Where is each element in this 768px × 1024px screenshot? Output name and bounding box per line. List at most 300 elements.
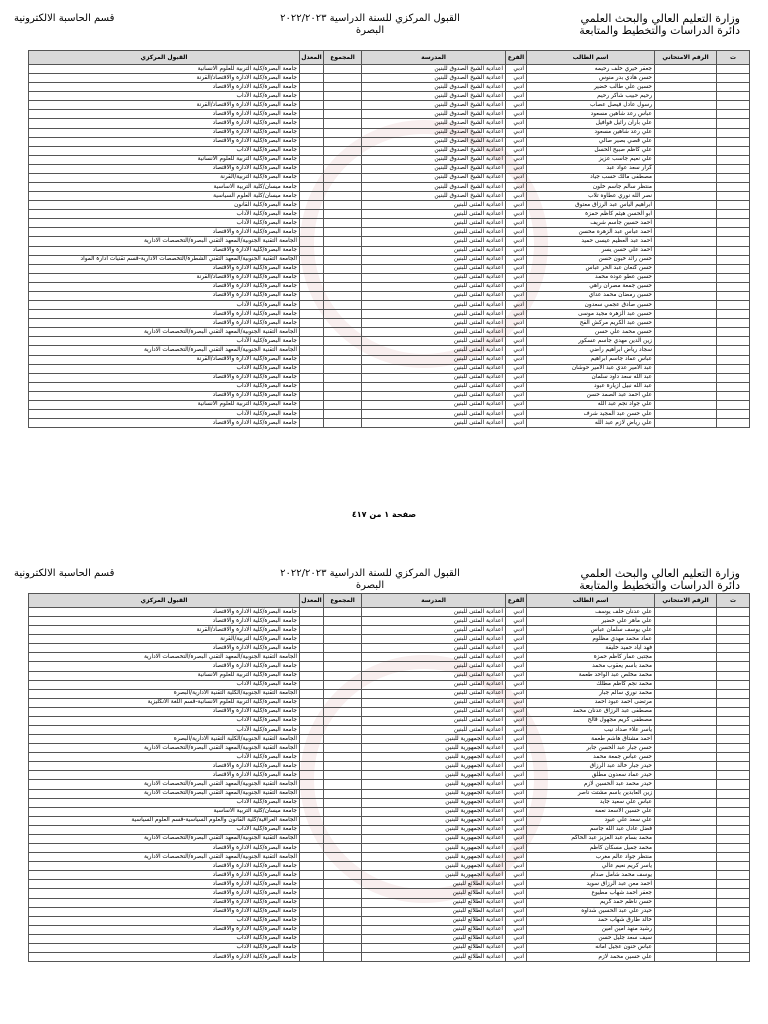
table-row bbox=[29, 653, 750, 662]
cell-average bbox=[300, 346, 324, 355]
cell-index bbox=[717, 880, 750, 889]
cell-branch: ادبي bbox=[506, 128, 527, 137]
city-name: البصرة bbox=[355, 580, 385, 591]
cell-school: اعدادية الطلائع للبنين bbox=[362, 952, 506, 961]
col-header-student-name: اسم الطالب bbox=[527, 594, 655, 608]
cell-school: اعدادية المثنى للبنين bbox=[362, 264, 506, 273]
cell-index bbox=[717, 862, 750, 871]
table-row bbox=[29, 898, 750, 907]
cell-exam-number bbox=[655, 183, 717, 192]
cell-branch: ادبي bbox=[506, 844, 527, 853]
cell-branch: ادبي bbox=[506, 137, 527, 146]
cell-school: اعدادية المثنى للبنين bbox=[362, 337, 506, 346]
cell-student-name: علي احمد عبد الصمد حسن bbox=[527, 391, 655, 400]
table-row bbox=[29, 707, 750, 716]
cell-total bbox=[324, 310, 362, 319]
cell-school: اعدادية المثنى للبنين bbox=[362, 201, 506, 210]
table-row bbox=[29, 291, 750, 300]
cell-school: اعدادية المثنى للبنين bbox=[362, 210, 506, 219]
cell-admission: جامعة البصرة/كلية الآداب bbox=[29, 943, 300, 952]
table-row bbox=[29, 65, 750, 74]
col-header-total: المجموع bbox=[324, 51, 362, 65]
cell-total bbox=[324, 880, 362, 889]
cell-total bbox=[324, 635, 362, 644]
table-row bbox=[29, 853, 750, 862]
cell-admission: جامعة البصرة/كلية الادارة والاقتصاد bbox=[29, 264, 300, 273]
cell-admission: الجامعة التقنية الجنوبية/المعهد التقني البصرة/التخصصات الادارية bbox=[29, 853, 300, 862]
cell-school: اعدادية الجمهورية للبنين bbox=[362, 834, 506, 843]
cell-exam-number bbox=[655, 319, 717, 328]
cell-student-name: حسين صادق عجمي سعدون bbox=[527, 301, 655, 310]
cell-student-name: علي قصي بصير صالي bbox=[527, 137, 655, 146]
cell-student-name: جعفر خيري خلف رحيمه bbox=[527, 65, 655, 74]
cell-admission: الجامعة التقنية الجنوبية/المعهد التقني الشطرة/التخصصات الادارية-قسم تقنيات ادارة المواد bbox=[29, 255, 300, 264]
cell-admission: جامعة البصرة/كلية التربية للعلوم الانسانية bbox=[29, 671, 300, 680]
cell-student-name: محمد مخلص عبد الواحد طعمة bbox=[527, 671, 655, 680]
cell-average bbox=[300, 889, 324, 898]
cell-admission: جامعة البصرة/كلية الادارة والاقتصاد bbox=[29, 373, 300, 382]
cell-school: اعدادية المثنى للبنين bbox=[362, 382, 506, 391]
cell-school: اعدادية المثنى للبنين bbox=[362, 237, 506, 246]
cell-average bbox=[300, 400, 324, 409]
department-name: قسم الحاسبة الالكترونية bbox=[14, 13, 115, 24]
cell-total bbox=[324, 201, 362, 210]
directorate-name: دائرة الدراسات والتخطيط والمتابعة bbox=[579, 24, 740, 37]
cell-student-name: علي باران رائيل فوافيل bbox=[527, 119, 655, 128]
table-row bbox=[29, 644, 750, 653]
cell-index bbox=[717, 319, 750, 328]
table-row bbox=[29, 319, 750, 328]
table-row bbox=[29, 391, 750, 400]
cell-school: اعدادية الشيخ الصدوق للبنين bbox=[362, 183, 506, 192]
cell-student-name: احمد مشتاق هاشم طعمة bbox=[527, 735, 655, 744]
cell-average bbox=[300, 943, 324, 952]
cell-exam-number bbox=[655, 301, 717, 310]
cell-average bbox=[300, 907, 324, 916]
cell-exam-number bbox=[655, 400, 717, 409]
cell-total bbox=[324, 871, 362, 880]
cell-average bbox=[300, 853, 324, 862]
cell-student-name: حسين علي طالب خضير bbox=[527, 83, 655, 92]
cell-school: اعدادية الشيخ الصدوق للبنين bbox=[362, 110, 506, 119]
document-title: القبول المركزي للسنة الدراسية ٢٠٢٢/٢٠٢٣ bbox=[280, 13, 460, 24]
cell-school: اعدادية الجمهورية للبنين bbox=[362, 798, 506, 807]
cell-index bbox=[717, 382, 750, 391]
cell-average bbox=[300, 128, 324, 137]
col-header-index: ت bbox=[717, 594, 750, 608]
cell-school: اعدادية الشيخ الصدوق للبنين bbox=[362, 101, 506, 110]
cell-branch: ادبي bbox=[506, 934, 527, 943]
cell-index bbox=[717, 925, 750, 934]
cell-average bbox=[300, 807, 324, 816]
cell-student-name: عباس علي سعيد جايد bbox=[527, 798, 655, 807]
cell-admission: جامعة البصرة/كلية الادارة والاقتصاد bbox=[29, 617, 300, 626]
cell-school: اعدادية الجمهورية للبنين bbox=[362, 753, 506, 762]
cell-exam-number bbox=[655, 273, 717, 282]
cell-average bbox=[300, 291, 324, 300]
col-header-admission: القبول المركزي bbox=[29, 51, 300, 65]
cell-index bbox=[717, 110, 750, 119]
cell-index bbox=[717, 626, 750, 635]
cell-average bbox=[300, 925, 324, 934]
cell-average bbox=[300, 74, 324, 83]
cell-admission: جامعة البصرة/كلية الادارة والاقتصاد bbox=[29, 608, 300, 617]
ministry-name: وزارة التعليم العالي والبحث العلمي bbox=[580, 12, 740, 25]
cell-index bbox=[717, 419, 750, 428]
cell-exam-number bbox=[655, 680, 717, 689]
cell-index bbox=[717, 871, 750, 880]
cell-admission: جامعة البصرة/كلية الادارة والاقتصاد bbox=[29, 889, 300, 898]
cell-index bbox=[717, 155, 750, 164]
cell-admission: جامعة البصرة/كلية الآداب bbox=[29, 934, 300, 943]
cell-index bbox=[717, 183, 750, 192]
cell-admission: جامعة البصرة/كلية الآداب bbox=[29, 337, 300, 346]
cell-student-name: احمد معن عبد الرزاق سويد bbox=[527, 880, 655, 889]
table-row bbox=[29, 834, 750, 843]
cell-admission: جامعة البصرة/كلية الادارة والاقتصاد bbox=[29, 110, 300, 119]
cell-branch: ادبي bbox=[506, 689, 527, 698]
cell-branch: ادبي bbox=[506, 762, 527, 771]
cell-admission: جامعة البصرة/كلية الادارة والاقتصاد bbox=[29, 419, 300, 428]
cell-average bbox=[300, 862, 324, 871]
cell-total bbox=[324, 735, 362, 744]
cell-admission: جامعة البصرة/كلية الآداب bbox=[29, 364, 300, 373]
table-row bbox=[29, 943, 750, 952]
cell-school: اعدادية المثنى للبنين bbox=[362, 716, 506, 725]
cell-exam-number bbox=[655, 310, 717, 319]
cell-exam-number bbox=[655, 698, 717, 707]
cell-student-name: احمد عبد العظيم عيسى حميد bbox=[527, 237, 655, 246]
table-row bbox=[29, 273, 750, 282]
cell-average bbox=[300, 310, 324, 319]
cell-average bbox=[300, 301, 324, 310]
cell-index bbox=[717, 373, 750, 382]
table-row bbox=[29, 110, 750, 119]
cell-index bbox=[717, 173, 750, 182]
cell-exam-number bbox=[655, 889, 717, 898]
cell-school: اعدادية الطلائع للبنين bbox=[362, 916, 506, 925]
cell-school: اعدادية المثنى للبنين bbox=[362, 346, 506, 355]
table-row bbox=[29, 210, 750, 219]
cell-admission: جامعة البصرة/كلية الآداب bbox=[29, 825, 300, 834]
cell-school: اعدادية الجمهورية للبنين bbox=[362, 825, 506, 834]
cell-average bbox=[300, 183, 324, 192]
table-row bbox=[29, 889, 750, 898]
cell-school: اعدادية المثنى للبنين bbox=[362, 291, 506, 300]
cell-index bbox=[717, 210, 750, 219]
col-header-branch: الفرع bbox=[506, 51, 527, 65]
cell-index bbox=[717, 798, 750, 807]
table-row bbox=[29, 101, 750, 110]
cell-branch: ادبي bbox=[506, 301, 527, 310]
table-row bbox=[29, 92, 750, 101]
cell-admission: جامعة البصرة/كلية الآداب bbox=[29, 726, 300, 735]
cell-branch: ادبي bbox=[506, 789, 527, 798]
cell-school: اعدادية الجمهورية للبنين bbox=[362, 816, 506, 825]
cell-student-name: عبد الامير عدي عبد الامير حوشان bbox=[527, 364, 655, 373]
table-row bbox=[29, 862, 750, 871]
cell-index bbox=[717, 364, 750, 373]
cell-total bbox=[324, 92, 362, 101]
cell-school: اعدادية المثنى للبنين bbox=[362, 707, 506, 716]
cell-school: اعدادية المثنى للبنين bbox=[362, 608, 506, 617]
city-name: البصرة bbox=[355, 25, 385, 36]
cell-average bbox=[300, 364, 324, 373]
cell-exam-number bbox=[655, 364, 717, 373]
table-row bbox=[29, 735, 750, 744]
cell-school: اعدادية الشيخ الصدوق للبنين bbox=[362, 74, 506, 83]
cell-admission: جامعة البصرة/كلية الادارة والاقتصاد bbox=[29, 164, 300, 173]
cell-index bbox=[717, 409, 750, 418]
col-header-total: المجموع bbox=[324, 594, 362, 608]
cell-average bbox=[300, 871, 324, 880]
cell-branch: ادبي bbox=[506, 192, 527, 201]
table-row bbox=[29, 716, 750, 725]
table-row bbox=[29, 916, 750, 925]
table-row bbox=[29, 626, 750, 635]
cell-total bbox=[324, 346, 362, 355]
cell-index bbox=[717, 255, 750, 264]
table-header-row bbox=[29, 594, 750, 608]
cell-school: اعدادية المثنى للبنين bbox=[362, 282, 506, 291]
cell-index bbox=[717, 246, 750, 255]
cell-exam-number bbox=[655, 355, 717, 364]
cell-school: اعدادية المثنى للبنين bbox=[362, 409, 506, 418]
cell-school: اعدادية الطلائع للبنين bbox=[362, 943, 506, 952]
cell-admission: جامعة البصرة/كلية الادارة والاقتصاد bbox=[29, 880, 300, 889]
cell-student-name: علي حسين محمد لازم bbox=[527, 952, 655, 961]
cell-exam-number bbox=[655, 155, 717, 164]
cell-index bbox=[717, 825, 750, 834]
table-row bbox=[29, 192, 750, 201]
cell-total bbox=[324, 780, 362, 789]
table-row bbox=[29, 952, 750, 961]
cell-branch: ادبي bbox=[506, 707, 527, 716]
cell-student-name: رحيم حبيب شاكر رحيم bbox=[527, 92, 655, 101]
table-row bbox=[29, 228, 750, 237]
document-title: القبول المركزي للسنة الدراسية ٢٠٢٢/٢٠٢٣ bbox=[280, 568, 460, 579]
cell-exam-number bbox=[655, 346, 717, 355]
cell-admission: الجامعة التقنية الجنوبية/المعهد التقني البصرة/التخصصات الادارية bbox=[29, 237, 300, 246]
cell-index bbox=[717, 74, 750, 83]
cell-admission: جامعة البصرة/كلية التربية للعلوم الانسانية bbox=[29, 400, 300, 409]
cell-admission: جامعة البصرة/كلية القانون bbox=[29, 201, 300, 210]
page-number: صفحة ١ من ٤١٧ bbox=[351, 510, 417, 519]
cell-branch: ادبي bbox=[506, 164, 527, 173]
cell-student-name: منتظر سالم جاسم خلون bbox=[527, 183, 655, 192]
cell-index bbox=[717, 726, 750, 735]
cell-school: اعدادية الجمهورية للبنين bbox=[362, 735, 506, 744]
cell-total bbox=[324, 744, 362, 753]
table-row bbox=[29, 753, 750, 762]
cell-branch: ادبي bbox=[506, 255, 527, 264]
cell-school: اعدادية الجمهورية للبنين bbox=[362, 789, 506, 798]
cell-student-name: حسين عبد الزهره مجيد موسى bbox=[527, 310, 655, 319]
cell-admission: جامعة البصرة/كلية الآداب bbox=[29, 146, 300, 155]
cell-total bbox=[324, 137, 362, 146]
cell-index bbox=[717, 273, 750, 282]
cell-admission: جامعة البصرة/كلية الآداب bbox=[29, 210, 300, 219]
cell-student-name: حسن هادي بدر منوس bbox=[527, 74, 655, 83]
cell-average bbox=[300, 671, 324, 680]
cell-total bbox=[324, 419, 362, 428]
ministry-name: وزارة التعليم العالي والبحث العلمي bbox=[580, 567, 740, 580]
cell-total bbox=[324, 110, 362, 119]
cell-total bbox=[324, 671, 362, 680]
cell-branch: ادبي bbox=[506, 871, 527, 880]
cell-student-name: حسين رمضان محمد عداي bbox=[527, 291, 655, 300]
cell-admission: جامعة البصرة/كلية الادارة والاقتصاد bbox=[29, 907, 300, 916]
cell-average bbox=[300, 608, 324, 617]
cell-admission: جامعة البصرة/كلية الادارة والاقتصاد bbox=[29, 871, 300, 880]
cell-branch: ادبي bbox=[506, 617, 527, 626]
cell-school: اعدادية المثنى للبنين bbox=[362, 644, 506, 653]
cell-total bbox=[324, 680, 362, 689]
cell-index bbox=[717, 164, 750, 173]
cell-index bbox=[717, 907, 750, 916]
cell-student-name: سيف سعد جليل حسن bbox=[527, 934, 655, 943]
cell-student-name: حسن رائد خيون حسن bbox=[527, 255, 655, 264]
table-row bbox=[29, 400, 750, 409]
cell-index bbox=[717, 92, 750, 101]
cell-index bbox=[717, 635, 750, 644]
cell-school: اعدادية المثنى للبنين bbox=[362, 626, 506, 635]
cell-school: اعدادية المثنى للبنين bbox=[362, 273, 506, 282]
cell-index bbox=[717, 952, 750, 961]
cell-total bbox=[324, 391, 362, 400]
cell-total bbox=[324, 301, 362, 310]
cell-branch: ادبي bbox=[506, 409, 527, 418]
cell-student-name: علي جواد نجم عبد الله bbox=[527, 400, 655, 409]
cell-school: اعدادية المثنى للبنين bbox=[362, 246, 506, 255]
col-header-average: المعدل bbox=[300, 51, 324, 65]
cell-student-name: عباس عماد جاسم ابراهيم bbox=[527, 355, 655, 364]
cell-index bbox=[717, 834, 750, 843]
cell-index bbox=[717, 146, 750, 155]
cell-branch: ادبي bbox=[506, 662, 527, 671]
cell-admission: جامعة البصرة/كلية الآداب bbox=[29, 382, 300, 391]
cell-total bbox=[324, 862, 362, 871]
cell-index bbox=[717, 789, 750, 798]
cell-branch: ادبي bbox=[506, 907, 527, 916]
cell-branch: ادبي bbox=[506, 110, 527, 119]
table-row bbox=[29, 119, 750, 128]
cell-branch: ادبي bbox=[506, 328, 527, 337]
cell-admission: جامعة البصرة/كلية الادارة والاقتصاد/القرنة bbox=[29, 626, 300, 635]
cell-student-name: احمد علي حسن يسر bbox=[527, 246, 655, 255]
cell-school: اعدادية المثنى للبنين bbox=[362, 391, 506, 400]
cell-branch: ادبي bbox=[506, 862, 527, 871]
cell-branch: ادبي bbox=[506, 853, 527, 862]
cell-student-name: ياسر علاء صداد نيب bbox=[527, 726, 655, 735]
department-name: قسم الحاسبة الالكترونية bbox=[14, 568, 115, 579]
table-row bbox=[29, 789, 750, 798]
cell-index bbox=[717, 608, 750, 617]
cell-school: اعدادية الطلائع للبنين bbox=[362, 898, 506, 907]
cell-school: اعدادية الجمهورية للبنين bbox=[362, 744, 506, 753]
cell-student-name: ابراهيم الياس عبد الرزاق معتوق bbox=[527, 201, 655, 210]
table-row bbox=[29, 146, 750, 155]
cell-total bbox=[324, 282, 362, 291]
cell-total bbox=[324, 337, 362, 346]
cell-branch: ادبي bbox=[506, 880, 527, 889]
cell-total bbox=[324, 889, 362, 898]
cell-school: اعدادية الطلائع للبنين bbox=[362, 880, 506, 889]
cell-admission: جامعة البصرة/كلية الادارة والاقتصاد bbox=[29, 925, 300, 934]
cell-school: اعدادية الجمهورية للبنين bbox=[362, 771, 506, 780]
cell-index bbox=[717, 83, 750, 92]
cell-branch: ادبي bbox=[506, 391, 527, 400]
cell-average bbox=[300, 419, 324, 428]
cell-total bbox=[324, 228, 362, 237]
cell-admission: جامعة البصرة/كلية الآداب bbox=[29, 916, 300, 925]
cell-index bbox=[717, 916, 750, 925]
cell-student-name: مصطفى عبد الرزاق عدنان محمد bbox=[527, 707, 655, 716]
cell-exam-number bbox=[655, 74, 717, 83]
cell-index bbox=[717, 943, 750, 952]
cell-total bbox=[324, 74, 362, 83]
cell-average bbox=[300, 282, 324, 291]
cell-branch: ادبي bbox=[506, 101, 527, 110]
cell-student-name: سجاد رياض ابراهيم راضي bbox=[527, 346, 655, 355]
cell-total bbox=[324, 716, 362, 725]
cell-admission: جامعة البصرة/كلية الآداب bbox=[29, 798, 300, 807]
cell-exam-number bbox=[655, 671, 717, 680]
cell-index bbox=[717, 898, 750, 907]
cell-branch: ادبي bbox=[506, 337, 527, 346]
cell-school: اعدادية الجمهورية للبنين bbox=[362, 844, 506, 853]
cell-index bbox=[717, 689, 750, 698]
cell-school: اعدادية المثنى للبنين bbox=[362, 228, 506, 237]
cell-school: اعدادية الشيخ الصدوق للبنين bbox=[362, 119, 506, 128]
cell-exam-number bbox=[655, 210, 717, 219]
cell-admission: جامعة البصرة/كلية الادارة والاقتصاد bbox=[29, 771, 300, 780]
table-row bbox=[29, 173, 750, 182]
cell-average bbox=[300, 617, 324, 626]
table-row bbox=[29, 871, 750, 880]
cell-student-name: فضل عادل عبد الله جاسم bbox=[527, 825, 655, 834]
cell-total bbox=[324, 291, 362, 300]
cell-branch: ادبي bbox=[506, 310, 527, 319]
cell-admission: جامعة البصرة/كلية الادارة والاقتصاد bbox=[29, 952, 300, 961]
cell-exam-number bbox=[655, 635, 717, 644]
cell-branch: ادبي bbox=[506, 771, 527, 780]
cell-exam-number bbox=[655, 92, 717, 101]
cell-branch: ادبي bbox=[506, 626, 527, 635]
cell-school: اعدادية الشيخ الصدوق للبنين bbox=[362, 155, 506, 164]
cell-admission: جامعة البصرة/كلية الادارة والاقتصاد/القرنة bbox=[29, 273, 300, 282]
cell-exam-number bbox=[655, 192, 717, 201]
cell-total bbox=[324, 771, 362, 780]
cell-branch: ادبي bbox=[506, 83, 527, 92]
cell-total bbox=[324, 726, 362, 735]
cell-school: اعدادية المثنى للبنين bbox=[362, 726, 506, 735]
col-header-exam-number: الرقم الامتحاني bbox=[655, 594, 717, 608]
cell-student-name: محمد نوري سالم جبار bbox=[527, 689, 655, 698]
cell-index bbox=[717, 780, 750, 789]
cell-exam-number bbox=[655, 844, 717, 853]
cell-school: اعدادية الجمهورية للبنين bbox=[362, 871, 506, 880]
cell-branch: ادبي bbox=[506, 228, 527, 237]
cell-average bbox=[300, 662, 324, 671]
table-row bbox=[29, 698, 750, 707]
cell-exam-number bbox=[655, 753, 717, 762]
cell-school: اعدادية المثنى للبنين bbox=[362, 680, 506, 689]
cell-total bbox=[324, 65, 362, 74]
cell-admission: جامعة البصرة/كلية الادارة والاقتصاد bbox=[29, 310, 300, 319]
cell-student-name: علي عدنان خلف يوسف bbox=[527, 608, 655, 617]
cell-student-name: مصطفى مالك حسب جياد bbox=[527, 173, 655, 182]
